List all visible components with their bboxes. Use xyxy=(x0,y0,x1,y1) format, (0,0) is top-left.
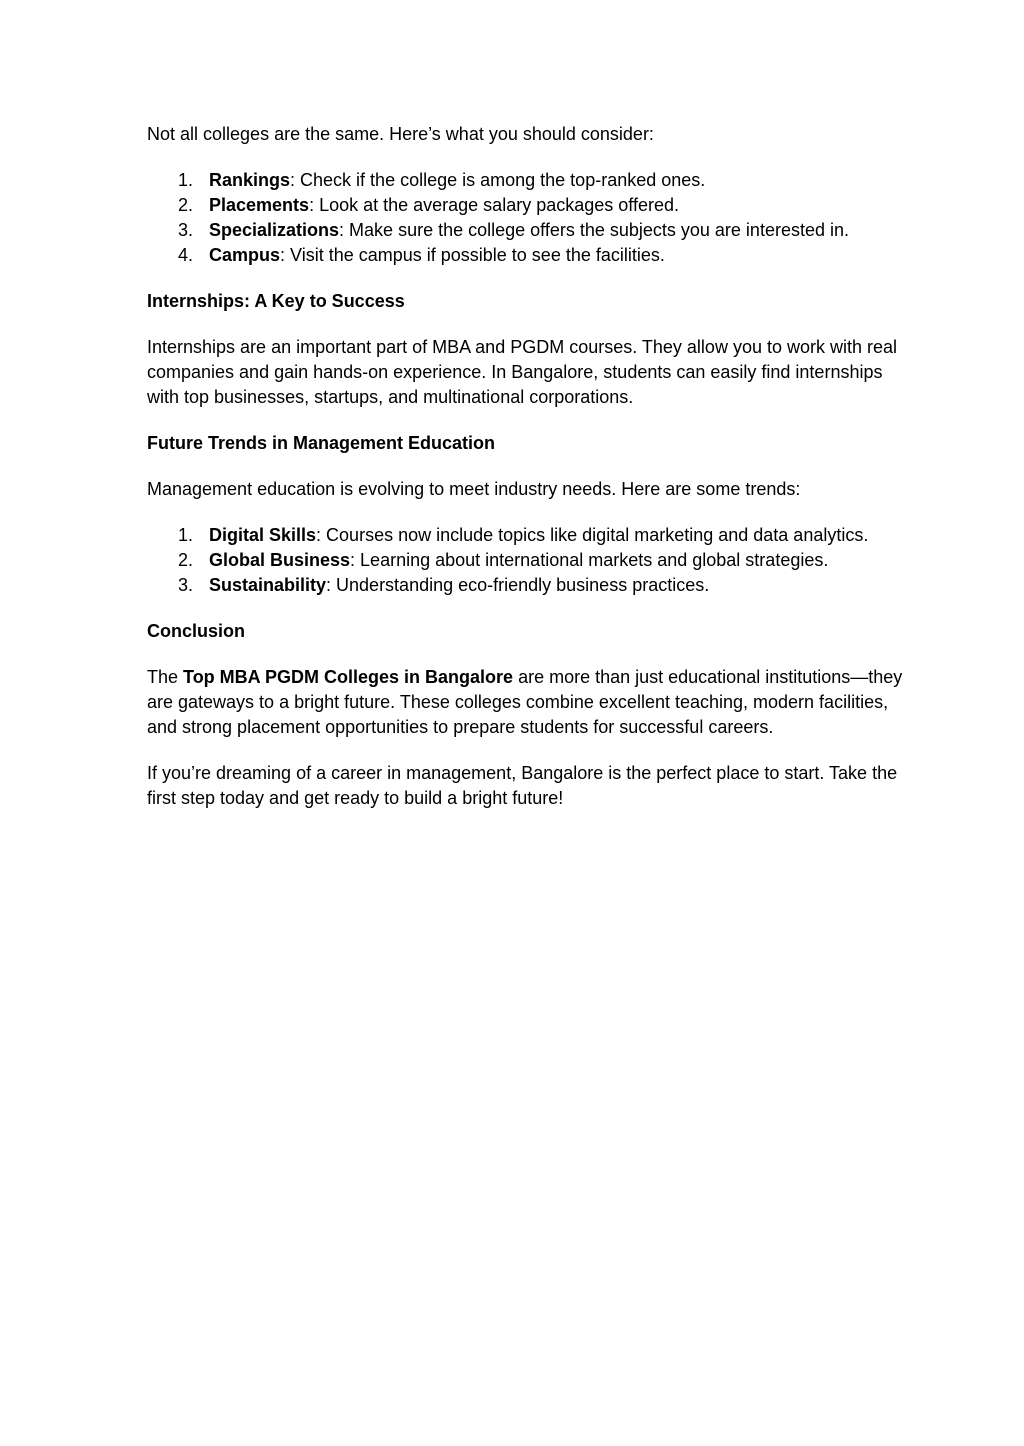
list-number: 2. xyxy=(178,195,194,215)
list-term: Sustainability xyxy=(209,575,327,595)
list-term: Global Business xyxy=(209,550,351,570)
list-number: 1. xyxy=(178,525,194,545)
conclusion-rest: are more than just educational institutions—they are gateways to a bright future. These colleges combine excellent teaching, modern facilities, and strong placement opportunities to prepare students for successful careers. xyxy=(147,667,903,737)
internships-heading: Internships: A Key to Success xyxy=(147,291,405,311)
list-number: 1. xyxy=(178,170,194,190)
list-term: Campus xyxy=(209,245,281,265)
list-number: 3. xyxy=(178,575,194,595)
list-item xyxy=(147,193,907,218)
conclusion-heading: Conclusion xyxy=(147,621,245,641)
closing-paragraph: If you’re dreaming of a career in management, Bangalore is the perfect place to start. Take the first step today and get ready to build a bright future! xyxy=(147,763,898,808)
list-term: Rankings xyxy=(209,170,291,190)
document-page xyxy=(147,122,907,832)
list-text: : Look at the average salary packages offered. xyxy=(309,195,679,215)
list-item xyxy=(147,573,907,598)
list-term: Digital Skills xyxy=(209,525,317,545)
consider-list xyxy=(147,168,907,268)
list-term: Specializations xyxy=(209,220,340,240)
list-item xyxy=(147,168,907,193)
list-text: : Courses now include topics like digital marketing and data analytics. xyxy=(316,525,869,545)
list-text: : Learning about international markets and global strategies. xyxy=(350,550,829,570)
internships-paragraph: Internships are an important part of MBA and PGDM courses. They allow you to work with real companies and gain hands-on experience. In Bangalore, students can easily find internships with top businesses, startups, and multinational corporations. xyxy=(147,337,898,407)
list-number: 4. xyxy=(178,245,194,265)
list-number: 2. xyxy=(178,550,194,570)
list-item xyxy=(147,218,907,243)
intro-paragraph: Not all colleges are the same. Here’s what you should consider: xyxy=(147,124,654,144)
list-text: : Make sure the college offers the subjects you are interested in. xyxy=(339,220,849,240)
list-text: : Visit the campus if possible to see the facilities. xyxy=(280,245,665,265)
list-item xyxy=(147,523,907,548)
trends-list xyxy=(147,523,907,598)
trends-heading: Future Trends in Management Education xyxy=(147,433,496,453)
conclusion-prefix: The xyxy=(147,667,184,687)
list-item xyxy=(147,548,907,573)
list-item xyxy=(147,243,907,268)
conclusion-bold: Top MBA PGDM Colleges in Bangalore xyxy=(183,667,514,687)
list-text: : Understanding eco-friendly business practices. xyxy=(326,575,710,595)
trends-intro: Management education is evolving to meet industry needs. Here are some trends: xyxy=(147,479,801,499)
list-text: : Check if the college is among the top-ranked ones. xyxy=(290,170,706,190)
conclusion-paragraph xyxy=(147,665,907,740)
list-term: Placements xyxy=(209,195,310,215)
list-number: 3. xyxy=(178,220,194,240)
